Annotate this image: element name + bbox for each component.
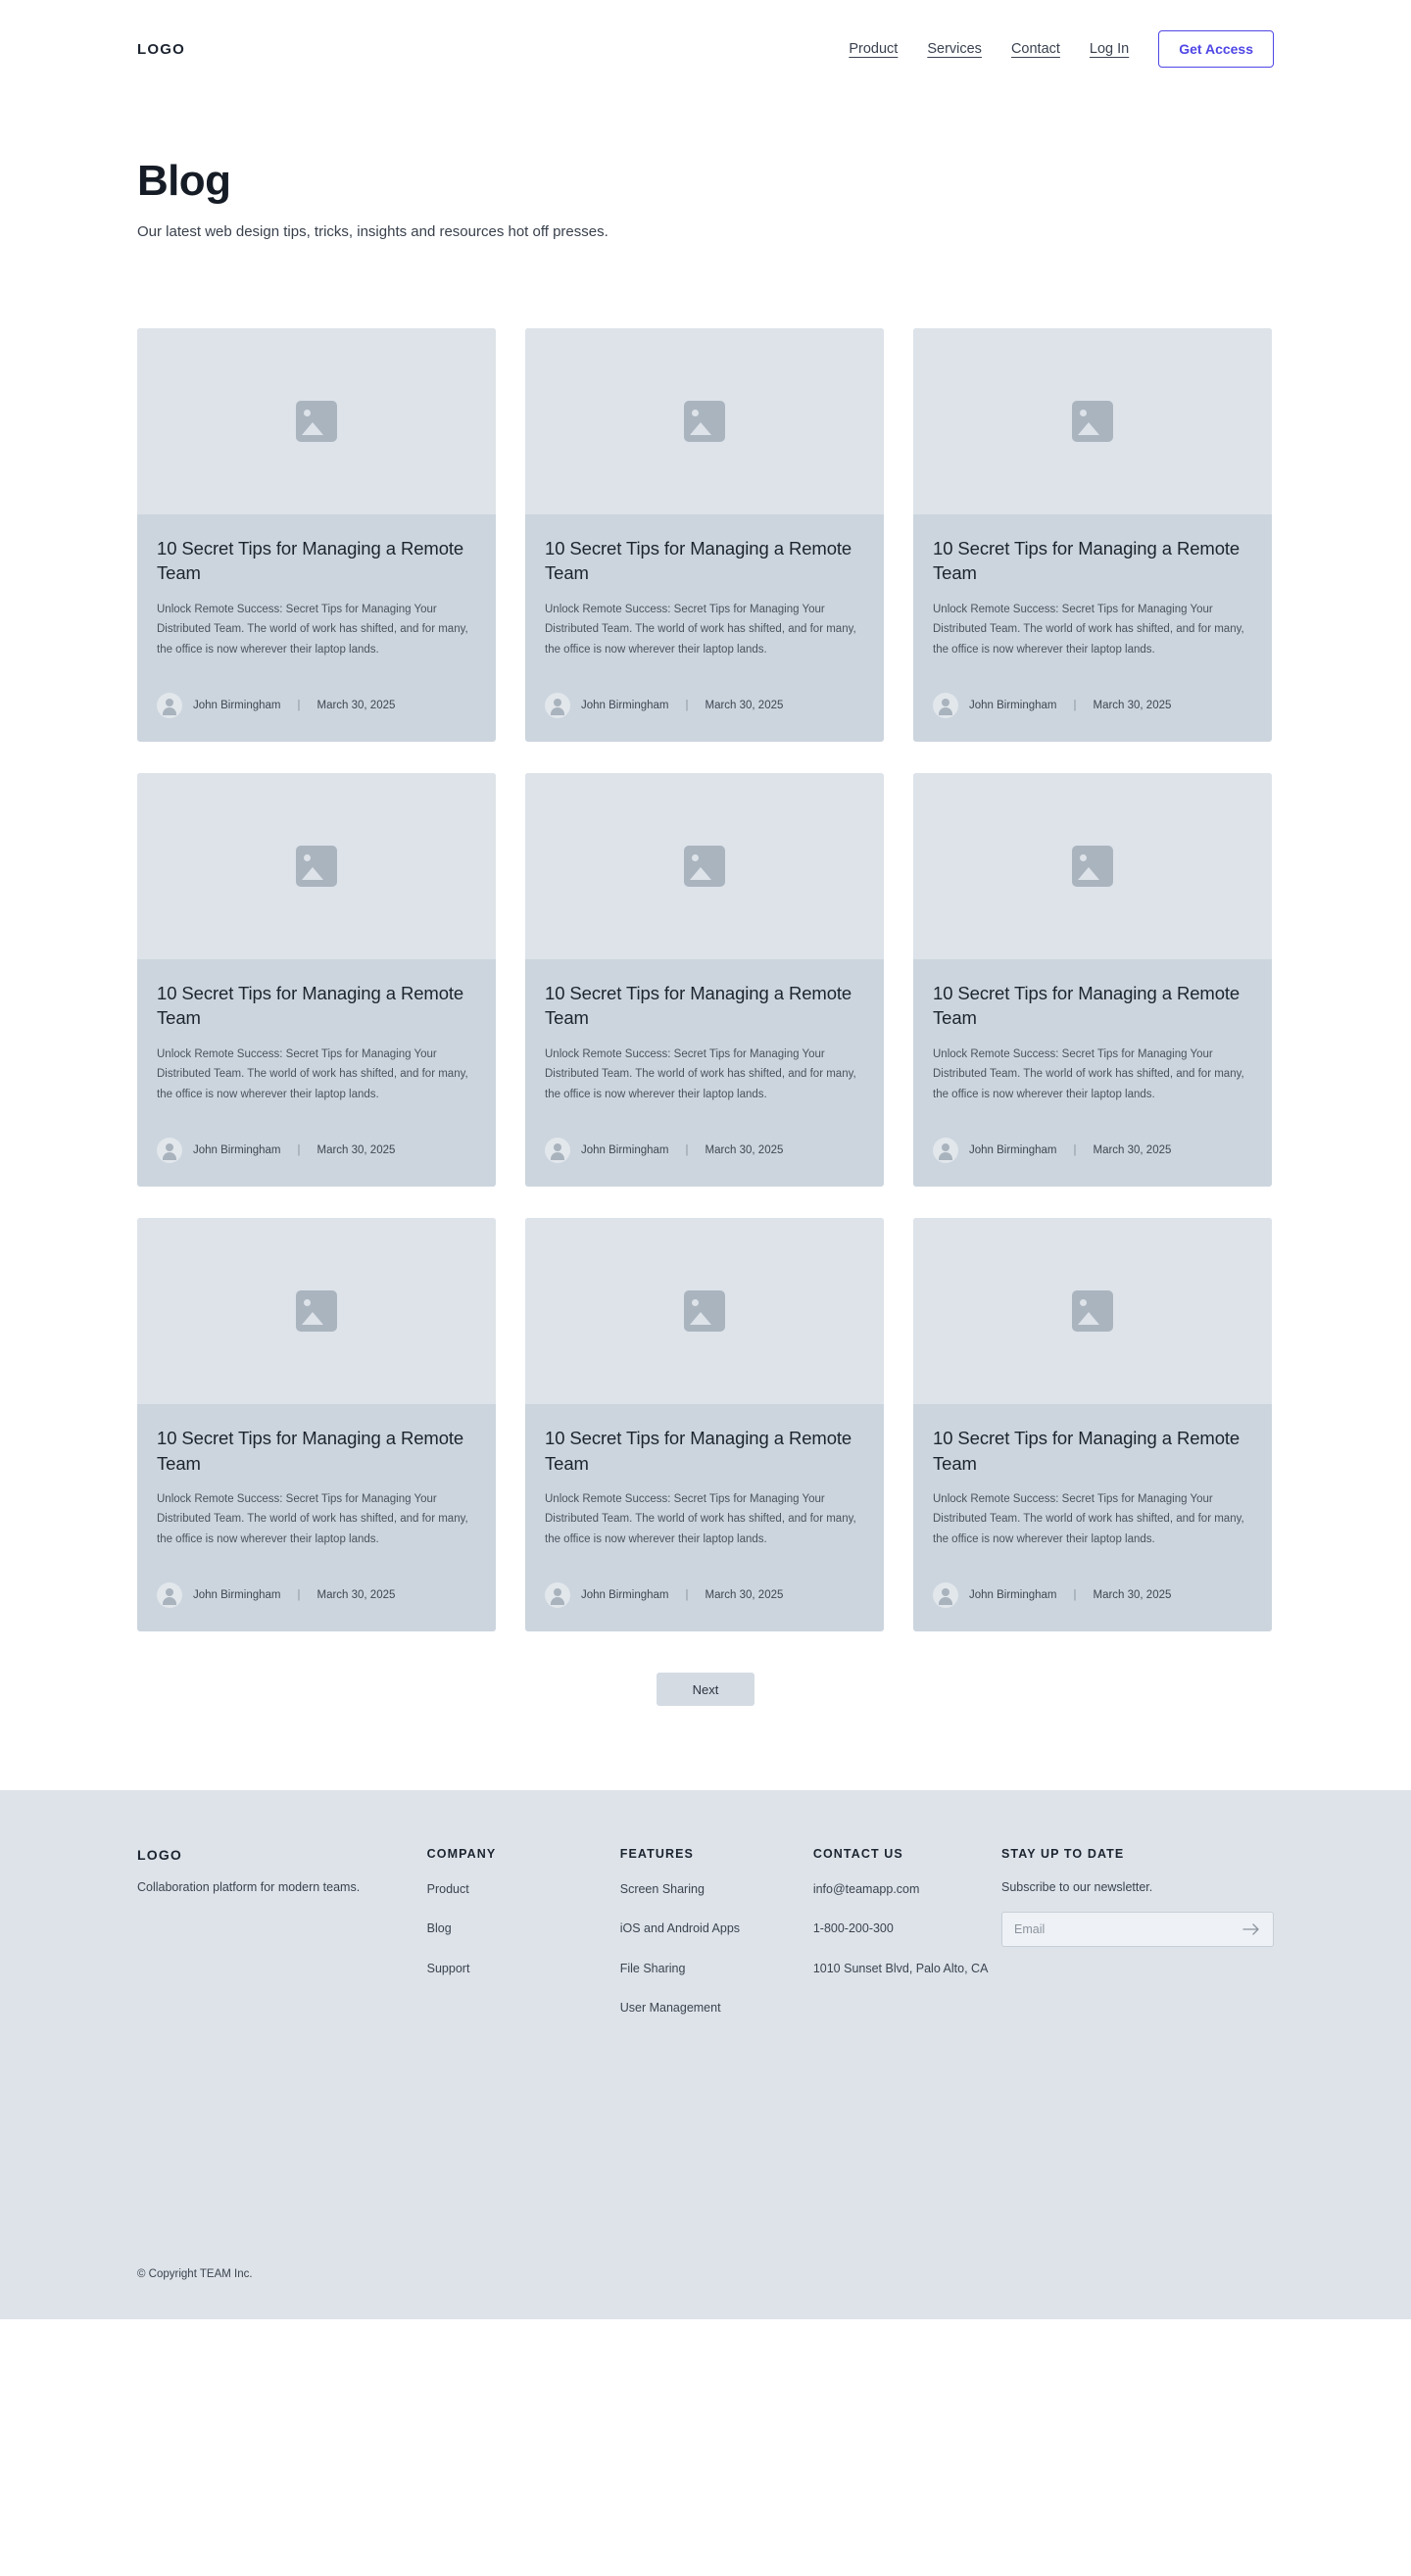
blog-card-excerpt: Unlock Remote Success: Secret Tips for Managing Your Distributed Team. The world of work has shifted, and for many, the office is now wherever their laptop lands. <box>933 1047 1244 1100</box>
footer-link-file-sharing[interactable]: File Sharing <box>619 1961 686 1975</box>
blog-card-date: March 30, 2025 <box>1093 1144 1172 1157</box>
blog-card-meta <box>137 1582 496 1631</box>
blog-card-meta <box>525 1138 884 1187</box>
blog-card-meta <box>525 1582 884 1631</box>
blog-card[interactable] <box>913 1218 1272 1631</box>
meta-separator: | <box>685 1144 689 1157</box>
blog-card-meta <box>137 693 496 742</box>
blog-card-body <box>137 514 496 659</box>
blog-card[interactable] <box>525 328 884 742</box>
blog-card-author: John Birmingham <box>581 1144 669 1157</box>
meta-separator: | <box>1073 1144 1077 1157</box>
image-placeholder-icon <box>296 846 337 887</box>
meta-separator: | <box>685 1589 689 1602</box>
footer-contact-email[interactable]: info@teamapp.com <box>812 1882 920 1897</box>
footer-link-user-management[interactable]: User Management <box>619 2000 721 2015</box>
blog-card-thumbnail <box>913 1218 1272 1404</box>
blog-card-author: John Birmingham <box>969 1589 1057 1602</box>
blog-card-excerpt: Unlock Remote Success: Secret Tips for Managing Your Distributed Team. The world of work has shifted, and for many, the office is now wherever their laptop lands. <box>545 1047 856 1100</box>
blog-card-excerpt: Unlock Remote Success: Secret Tips for Managing Your Distributed Team. The world of work has shifted, and for many, the office is now wherever their laptop lands. <box>545 603 856 656</box>
blog-card-thumbnail <box>525 1218 884 1404</box>
footer-logo[interactable]: LOGO <box>137 1847 183 1864</box>
blog-card-body <box>913 1404 1272 1549</box>
nav-item-contact[interactable]: Contact <box>1010 41 1060 57</box>
avatar <box>545 1582 570 1608</box>
footer-column-company <box>427 1847 620 2038</box>
blog-card-title: 10 Secret Tips for Managing a Remote Team <box>545 983 852 1029</box>
blog-card-author: John Birmingham <box>581 1589 669 1602</box>
footer-link-product[interactable]: Product <box>426 1882 469 1897</box>
blog-card-excerpt: Unlock Remote Success: Secret Tips for Managing Your Distributed Team. The world of work has shifted, and for many, the office is now wherever their laptop lands. <box>933 603 1244 656</box>
page-title: Blog <box>137 157 231 205</box>
footer-tagline: Collaboration platform for modern teams. <box>137 1880 361 1895</box>
meta-separator: | <box>685 700 689 712</box>
footer-heading-features: FEATURES <box>619 1847 694 1862</box>
footer-heading-contact: CONTACT US <box>812 1847 903 1862</box>
footer-heading-company: COMPANY <box>426 1847 497 1862</box>
blog-card-excerpt: Unlock Remote Success: Secret Tips for Managing Your Distributed Team. The world of work has shifted, and for many, the office is now wherever their laptop lands. <box>157 1047 468 1100</box>
footer-list-features <box>620 1880 813 2017</box>
blog-card-date: March 30, 2025 <box>316 700 396 712</box>
blog-card-body <box>913 959 1272 1104</box>
blog-card[interactable] <box>137 328 496 742</box>
blog-card-date: March 30, 2025 <box>705 1589 784 1602</box>
blog-card-author: John Birmingham <box>969 700 1057 712</box>
blog-card-author: John Birmingham <box>969 1144 1057 1157</box>
blog-card[interactable] <box>913 328 1272 742</box>
blog-card-date: March 30, 2025 <box>316 1589 396 1602</box>
footer-list-company <box>427 1880 620 1976</box>
blog-card-thumbnail <box>913 773 1272 959</box>
get-access-button[interactable]: Get Access <box>1158 30 1274 68</box>
image-placeholder-icon <box>296 401 337 442</box>
blog-card-meta <box>913 1138 1272 1187</box>
meta-separator: | <box>297 1589 301 1602</box>
blog-card-thumbnail <box>913 328 1272 514</box>
blog-card-body <box>525 1404 884 1549</box>
footer-link-support[interactable]: Support <box>426 1961 470 1975</box>
blog-card-date: March 30, 2025 <box>1093 1589 1172 1602</box>
meta-separator: | <box>1073 700 1077 712</box>
meta-separator: | <box>297 1144 301 1157</box>
nav-item-services[interactable]: Services <box>927 41 982 57</box>
blog-card-author: John Birmingham <box>581 700 669 712</box>
blog-card-body <box>137 1404 496 1549</box>
blog-card-date: March 30, 2025 <box>705 700 784 712</box>
logo[interactable]: LOGO <box>137 40 185 58</box>
copyright-text: © Copyright TEAM Inc. <box>137 2268 253 2281</box>
blog-card-body <box>525 959 884 1104</box>
image-placeholder-icon <box>1072 1290 1113 1332</box>
blog-card-thumbnail <box>525 328 884 514</box>
blog-card-excerpt: Unlock Remote Success: Secret Tips for Managing Your Distributed Team. The world of work has shifted, and for many, the office is now wherever their laptop lands. <box>157 603 468 656</box>
image-placeholder-icon <box>1072 846 1113 887</box>
blog-card-title: 10 Secret Tips for Managing a Remote Team <box>157 983 464 1029</box>
blog-card-excerpt: Unlock Remote Success: Secret Tips for Managing Your Distributed Team. The world of work has shifted, and for many, the office is now wherever their laptop lands. <box>933 1492 1244 1545</box>
blog-card-meta <box>137 1138 496 1187</box>
footer-link-mobile-apps[interactable]: iOS and Android Apps <box>619 1921 741 1936</box>
meta-separator: | <box>297 700 301 712</box>
blog-card-body <box>913 514 1272 659</box>
blog-card-title: 10 Secret Tips for Managing a Remote Team <box>933 538 1241 584</box>
nav-item-login[interactable]: Log In <box>1089 41 1130 57</box>
image-placeholder-icon <box>1072 401 1113 442</box>
blog-card-title: 10 Secret Tips for Managing a Remote Team <box>157 538 464 584</box>
site-header <box>0 0 1411 98</box>
blog-card[interactable] <box>137 773 496 1187</box>
blog-card-excerpt: Unlock Remote Success: Secret Tips for Managing Your Distributed Team. The world of work has shifted, and for many, the office is now wherever their laptop lands. <box>545 1492 856 1545</box>
blog-card-excerpt: Unlock Remote Success: Secret Tips for Managing Your Distributed Team. The world of work has shifted, and for many, the office is now wherever their laptop lands. <box>157 1492 468 1545</box>
avatar <box>545 693 570 718</box>
avatar <box>157 693 182 718</box>
avatar <box>157 1138 182 1163</box>
blog-card[interactable] <box>913 773 1272 1187</box>
footer-column-features <box>620 1847 813 2038</box>
pagination <box>0 1673 1411 1706</box>
blog-grid <box>0 240 1411 1631</box>
footer-contact-phone[interactable]: 1-800-200-300 <box>812 1921 894 1936</box>
avatar <box>157 1582 182 1608</box>
blog-card-thumbnail <box>137 328 496 514</box>
image-placeholder-icon <box>684 846 725 887</box>
main-nav <box>849 30 1274 68</box>
footer-column-newsletter <box>1001 1847 1274 2038</box>
footer-heading-newsletter: STAY UP TO DATE <box>1001 1847 1125 1862</box>
image-placeholder-icon <box>296 1290 337 1332</box>
newsletter-form <box>1001 1912 1274 1947</box>
blog-card-date: March 30, 2025 <box>705 1144 784 1157</box>
image-placeholder-icon <box>684 401 725 442</box>
blog-card-title: 10 Secret Tips for Managing a Remote Team <box>545 1428 852 1474</box>
blog-card[interactable] <box>137 1218 496 1631</box>
blog-card-meta <box>913 1582 1272 1631</box>
avatar <box>933 693 958 718</box>
blog-card-date: March 30, 2025 <box>316 1144 396 1157</box>
footer-link-screen-sharing[interactable]: Screen Sharing <box>619 1882 705 1897</box>
blog-card-title: 10 Secret Tips for Managing a Remote Team <box>157 1428 464 1474</box>
footer-contact-address: 1010 Sunset Blvd, Palo Alto, CA <box>812 1961 989 1975</box>
blog-card-thumbnail <box>137 773 496 959</box>
blog-card-thumbnail <box>525 773 884 959</box>
blog-card-meta <box>913 693 1272 742</box>
page-hero <box>0 98 1411 240</box>
blog-card-author: John Birmingham <box>193 1144 281 1157</box>
avatar <box>933 1582 958 1608</box>
blog-card-thumbnail <box>137 1218 496 1404</box>
footer-link-blog[interactable]: Blog <box>426 1921 452 1936</box>
site-footer <box>0 1790 1411 2319</box>
footer-brand <box>137 1847 427 2038</box>
footer-list-contact <box>813 1880 1001 1976</box>
page-subtitle: Our latest web design tips, tricks, insights and resources hot off presses. <box>137 223 608 240</box>
blog-card-title: 10 Secret Tips for Managing a Remote Team <box>933 1428 1241 1474</box>
blog-card-body <box>137 959 496 1104</box>
blog-card-body <box>525 514 884 659</box>
avatar <box>933 1138 958 1163</box>
blog-card-author: John Birmingham <box>193 1589 281 1602</box>
blog-card[interactable] <box>525 773 884 1187</box>
newsletter-email-input[interactable] <box>1014 1922 1241 1936</box>
nav-item-product[interactable]: Product <box>849 41 899 57</box>
avatar <box>545 1138 570 1163</box>
blog-card[interactable] <box>525 1218 884 1631</box>
blog-card-author: John Birmingham <box>193 700 281 712</box>
arrow-right-icon[interactable] <box>1241 1922 1261 1936</box>
meta-separator: | <box>1073 1589 1077 1602</box>
blog-card-date: March 30, 2025 <box>1093 700 1172 712</box>
blog-card-title: 10 Secret Tips for Managing a Remote Team <box>933 983 1241 1029</box>
blog-card-meta <box>525 693 884 742</box>
image-placeholder-icon <box>684 1290 725 1332</box>
next-page-button[interactable]: Next <box>657 1673 754 1706</box>
footer-column-contact <box>813 1847 1001 2038</box>
blog-card-title: 10 Secret Tips for Managing a Remote Team <box>545 538 852 584</box>
newsletter-subtitle: Subscribe to our newsletter. <box>1001 1880 1153 1895</box>
